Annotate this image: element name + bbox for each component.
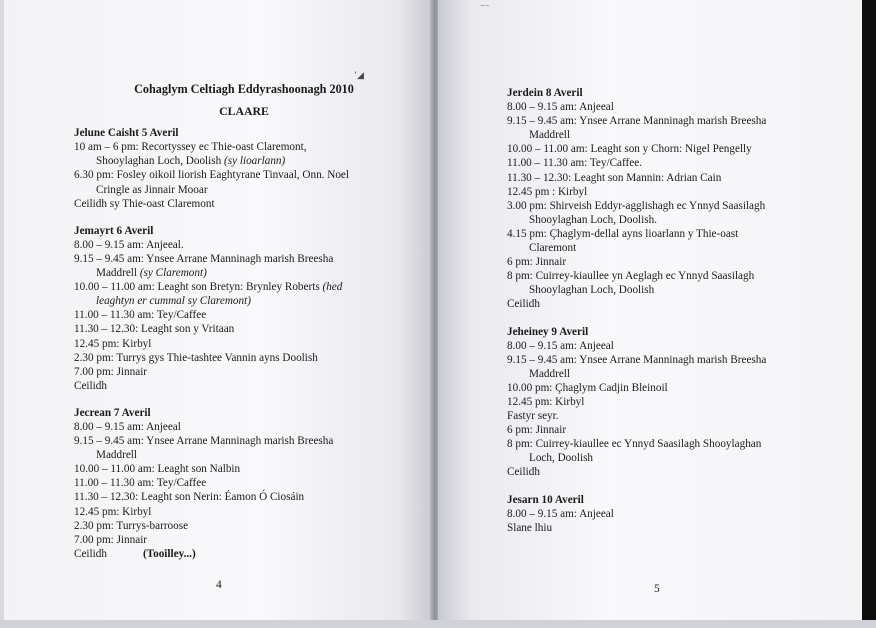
page-number: 5 xyxy=(654,583,660,595)
page-number: 4 xyxy=(216,579,222,591)
right-column xyxy=(507,86,852,535)
schedule-line: 10.00 pm: Çhaglym Cadjin Bleinoil xyxy=(507,381,668,394)
schedule-line: Shooylaghan Loch, Doolish (sy lioarlann) xyxy=(96,155,286,168)
schedule-line: Maddrell (sy Claremont) xyxy=(96,267,207,280)
schedule-line: 9.15 – 9.45 am: Ynsee Arrane Manninagh marish Breesha xyxy=(74,435,334,448)
schedule-line: 10.00 – 11.00 am: Leaght son Nalbin xyxy=(74,463,241,476)
schedule-line: 8 pm: Cuirrey-kiaullee yn Aeglagh ec Ynnyd Saasilagh xyxy=(507,270,755,283)
schedule-line: 12.45 pm : Kirbyl xyxy=(507,185,588,198)
schedule-line: 7.00 pm: Jinnair xyxy=(74,533,148,546)
schedule-line: 11.30 – 12.30: Leaght son Nerin: Éamon Ó Ciosáin xyxy=(74,491,305,504)
schedule-line: 10 am – 6 pm: Recortyssey ec Thie-oast Claremont, xyxy=(74,141,307,154)
schedule-line: Maddrell xyxy=(529,367,571,380)
continued-note: (Tooilley...) xyxy=(142,547,196,560)
right-page xyxy=(438,0,862,622)
schedule-line: 10.00 – 11.00 am: Leaght son Bretyn: Brynley Roberts (hed xyxy=(74,281,343,294)
schedule-line: 11.30 – 12.30: Leaght son y Vritaan xyxy=(74,323,235,336)
schedule-line: 12.45 pm: Kirbyl xyxy=(74,505,152,518)
schedule-line: 2.30 pm: Turrys-barroose xyxy=(74,519,189,532)
schedule-line: 2.30 pm: Turrys gys Thie-tashtee Vannin ayns Doolish xyxy=(74,351,318,364)
schedule-line: Fastyr seyr. xyxy=(507,410,559,423)
schedule-line: Shooylaghan Loch, Doolish. xyxy=(529,213,658,226)
schedule-line: 12.45 pm: Kirbyl xyxy=(507,395,585,408)
schedule-line: leaghtyn er cummal sy Claremont) xyxy=(96,295,251,308)
schedule-line: 7.00 pm: Jinnair xyxy=(74,365,148,378)
schedule-line: 3.00 pm: Shirveish Eddyr-agglishagh ec Ynnyd Saasilagh xyxy=(507,199,766,212)
page-subtitle: CLAARE xyxy=(219,104,269,119)
schedule-line: 6 pm: Jinnair xyxy=(507,256,567,269)
schedule-line: Claremont xyxy=(529,242,577,255)
schedule-line: Ceilidh xyxy=(74,379,107,392)
scan-edge xyxy=(0,620,876,628)
schedule-line: Shooylaghan Loch, Doolish xyxy=(529,284,655,297)
schedule-line: 11.30 – 12.30: Leaght son Mannin: Adrian Cain xyxy=(507,171,722,184)
schedule-line: Ceilidh (Tooilley...) xyxy=(74,547,196,560)
schedule-line: 8.00 – 9.15 am: Anjeeal xyxy=(507,101,614,114)
schedule-line: 12.45 pm: Kirbyl xyxy=(74,337,152,350)
schedule-line: 11.00 – 11.30 am: Tey/Caffee xyxy=(74,477,207,490)
day-heading-monday: Jelune Caisht 5 Averil xyxy=(74,127,179,140)
schedule-line: Slane lhiu xyxy=(507,521,553,534)
day-heading-thursday: Jerdein 8 Averil xyxy=(507,87,583,99)
day-heading-friday: Jeheiney 9 Averil xyxy=(507,325,589,338)
schedule-line: 8 pm: Cuirrey-kiaullee ec Ynnyd Saasilagh Shooylaghan xyxy=(507,438,762,451)
schedule-line: Ceilidh xyxy=(507,466,540,479)
schedule-line: 6 pm: Jinnair xyxy=(507,424,567,437)
left-column xyxy=(74,82,414,561)
schedule-line: Ceilidh xyxy=(507,298,540,311)
schedule-line: 9.15 – 9.45 am: Ynsee Arrane Manninagh marish Breesha xyxy=(507,115,767,128)
schedule-line: 10.00 – 11.00 am: Leaght son y Chorn: Nigel Pengelly xyxy=(507,143,752,156)
schedule-line: Ceilidh sy Thie-oast Claremont xyxy=(74,197,215,210)
day-heading-saturday: Jesarn 10 Averil xyxy=(507,493,584,506)
schedule-line: 8.00 – 9.15 am: Anjeeal xyxy=(507,339,614,352)
schedule-line: 4.15 pm: Çhaglym-dellal ayns lioarlann y Thie-oast xyxy=(507,227,739,240)
schedule-line: 8.00 – 9.15 am: Anjeeal. xyxy=(74,238,184,251)
ink-mark: ⁻⁻ xyxy=(480,2,490,12)
schedule-line: 11.00 – 11.30 am: Tey/Caffee. xyxy=(507,157,642,170)
schedule-line: 9.15 – 9.45 am: Ynsee Arrane Manninagh marish Breesha xyxy=(74,252,334,265)
ink-mark: ’◢ xyxy=(354,70,364,80)
day-heading-wednesday: Jecrean 7 Averil xyxy=(74,406,151,419)
day-heading-tuesday: Jemayrt 6 Averil xyxy=(74,224,154,237)
schedule-line: 8.00 – 9.15 am: Anjeeal xyxy=(507,507,614,520)
schedule-line: Loch, Doolish xyxy=(529,452,594,465)
page-title: Cohaglym Celtiagh Eddyrashoonagh 2010 xyxy=(134,82,354,96)
schedule-line: Cringle as Jinnair Mooar xyxy=(96,183,208,196)
scan-edge xyxy=(862,0,876,628)
schedule-line: 6.30 pm: Fosley oikoil liorish Eaghtyrane Tinvaal, Onn. Noel xyxy=(74,169,350,182)
schedule-line: 11.00 – 11.30 am: Tey/Caffee xyxy=(74,309,207,322)
left-page xyxy=(4,0,432,622)
schedule-line: 8.00 – 9.15 am: Anjeeal xyxy=(74,420,181,433)
schedule-line: Maddrell xyxy=(96,449,138,462)
schedule-line: Maddrell xyxy=(529,129,571,142)
schedule-line: 9.15 – 9.45 am: Ynsee Arrane Manninagh marish Breesha xyxy=(507,353,767,366)
